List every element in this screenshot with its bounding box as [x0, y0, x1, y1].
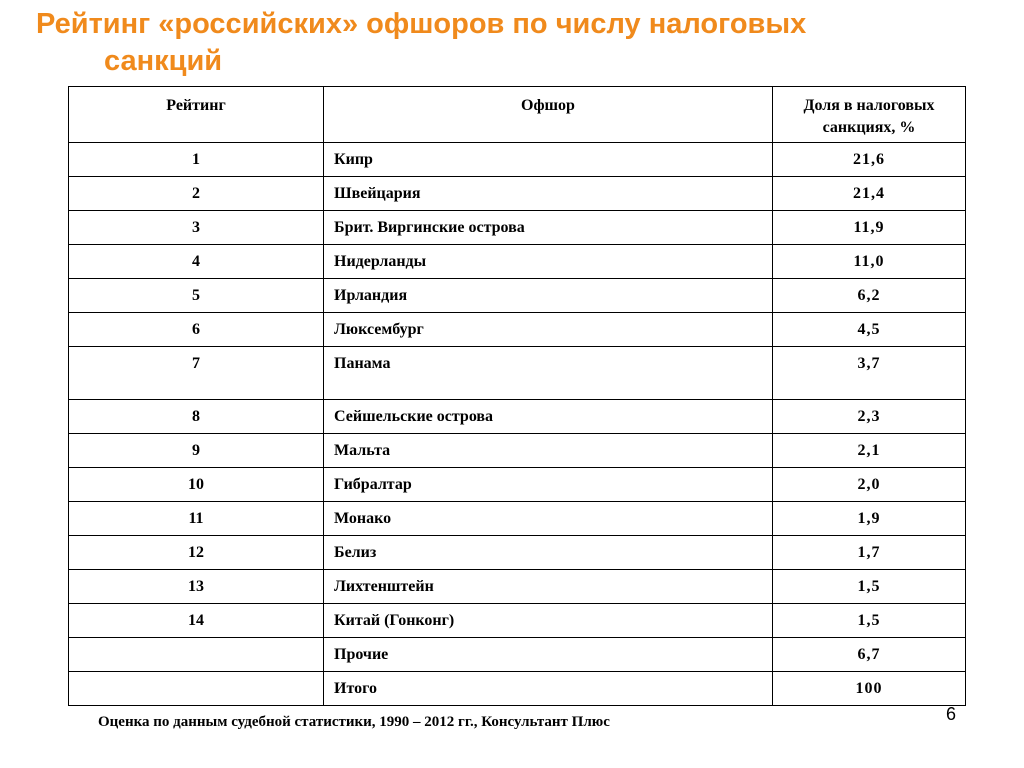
header-rank: Рейтинг — [69, 87, 324, 143]
rank-cell: 4 — [69, 245, 324, 279]
share-cell: 2,0 — [773, 468, 966, 502]
table-row — [69, 211, 966, 245]
share-cell: 11,0 — [773, 245, 966, 279]
rank-cell: 3 — [69, 211, 324, 245]
table-row — [69, 245, 966, 279]
offshore-cell: Нидерланды — [324, 245, 773, 279]
table-row — [69, 434, 966, 468]
table-row — [69, 502, 966, 536]
table-row — [69, 313, 966, 347]
offshore-cell: Прочие — [324, 638, 773, 672]
offshore-cell: Сейшельские острова — [324, 400, 773, 434]
table-row — [69, 570, 966, 604]
offshore-cell: Гибралтар — [324, 468, 773, 502]
offshore-cell: Лихтенштейн — [324, 570, 773, 604]
source-footnote: Оценка по данным судебной статистики, 1990 – 2012 гг., Консультант Плюс — [98, 714, 610, 730]
header-share: Доля в налоговых санкциях, % — [773, 87, 966, 143]
rank-cell: 8 — [69, 400, 324, 434]
share-cell: 2,3 — [773, 400, 966, 434]
share-cell: 21,6 — [773, 143, 966, 177]
share-cell: 3,7 — [773, 347, 966, 400]
share-cell: 21,4 — [773, 177, 966, 211]
offshore-cell: Китай (Гонконг) — [324, 604, 773, 638]
table-row — [69, 468, 966, 502]
share-cell: 11,9 — [773, 211, 966, 245]
rank-cell: 12 — [69, 536, 324, 570]
rank-cell: 7 — [69, 347, 324, 400]
table-row-other — [69, 638, 966, 672]
share-cell: 1,7 — [773, 536, 966, 570]
rank-cell: 14 — [69, 604, 324, 638]
offshore-cell: Брит. Виргинские острова — [324, 211, 773, 245]
share-cell: 4,5 — [773, 313, 966, 347]
share-cell: 100 — [773, 672, 966, 706]
share-cell: 6,7 — [773, 638, 966, 672]
rank-cell: 10 — [69, 468, 324, 502]
rank-cell: 2 — [69, 177, 324, 211]
offshore-cell: Кипр — [324, 143, 773, 177]
page-number: 6 — [946, 704, 957, 724]
offshore-cell: Люксембург — [324, 313, 773, 347]
offshore-cell: Итого — [324, 672, 773, 706]
table-row — [69, 279, 966, 313]
rank-cell — [69, 672, 324, 706]
table-row — [69, 347, 966, 400]
rank-cell: 1 — [69, 143, 324, 177]
table-row — [69, 400, 966, 434]
share-cell: 2,1 — [773, 434, 966, 468]
rank-cell: 5 — [69, 279, 324, 313]
table-row — [69, 604, 966, 638]
rank-cell: 11 — [69, 502, 324, 536]
offshore-cell: Панама — [324, 347, 773, 400]
table-row — [69, 177, 966, 211]
rank-cell — [69, 638, 324, 672]
offshore-rating-table — [68, 86, 966, 706]
rank-cell: 9 — [69, 434, 324, 468]
offshore-cell: Мальта — [324, 434, 773, 468]
rank-cell: 6 — [69, 313, 324, 347]
offshore-cell: Ирландия — [324, 279, 773, 313]
table-row-total — [69, 672, 966, 706]
share-cell: 6,2 — [773, 279, 966, 313]
offshore-cell: Белиз — [324, 536, 773, 570]
slide-title-line-1: Рейтинг «российских» офшоров по числу налоговых — [36, 8, 807, 40]
rank-cell: 13 — [69, 570, 324, 604]
table-row — [69, 536, 966, 570]
offshore-cell: Монако — [324, 502, 773, 536]
offshore-cell: Швейцария — [324, 177, 773, 211]
share-cell: 1,5 — [773, 604, 966, 638]
table-header-row — [69, 87, 966, 143]
share-cell: 1,9 — [773, 502, 966, 536]
header-offshore: Офшор — [324, 87, 773, 143]
share-cell: 1,5 — [773, 570, 966, 604]
slide-title-line-2: санкций — [104, 45, 223, 77]
table-row — [69, 143, 966, 177]
slide-title — [36, 6, 996, 80]
